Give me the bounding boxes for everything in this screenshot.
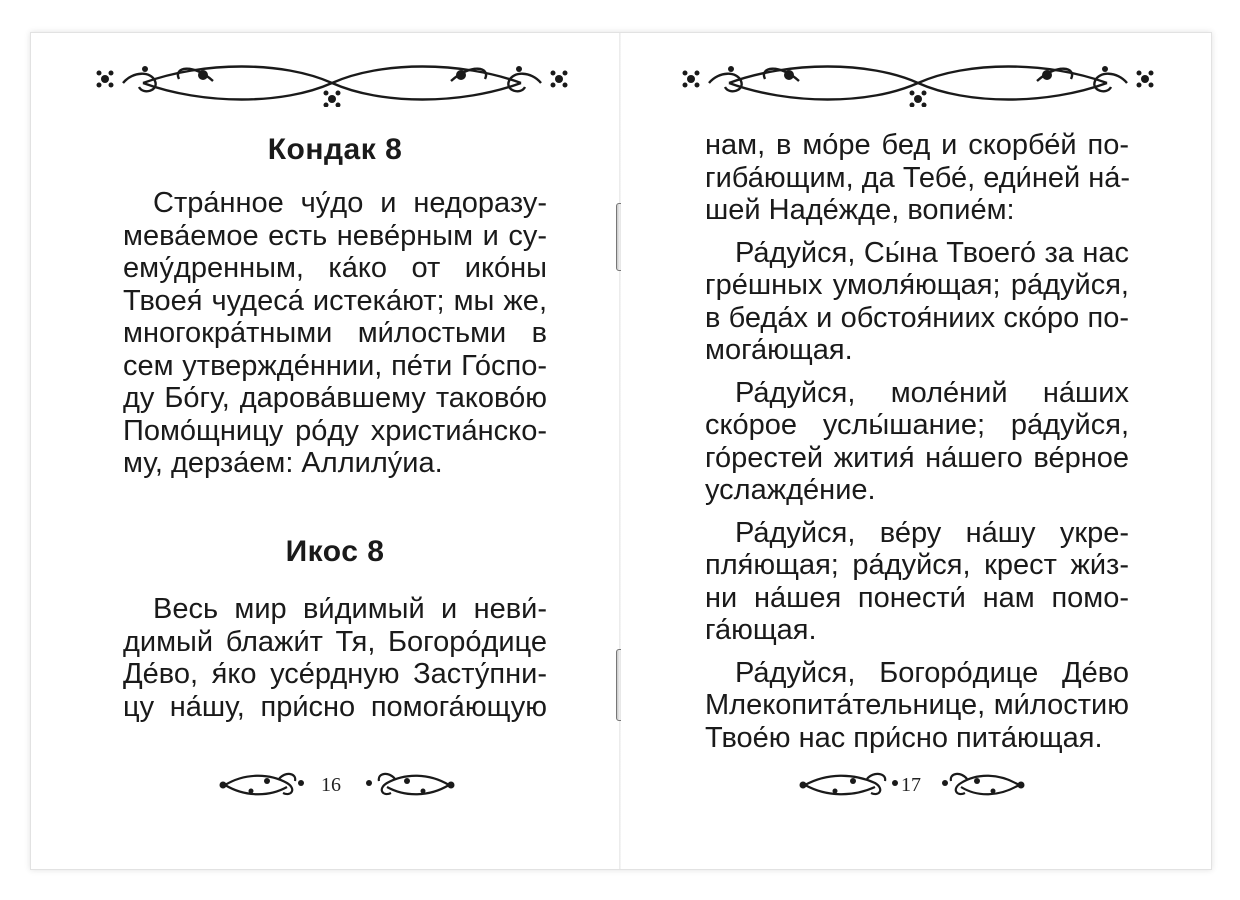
text-line: гре́шных умоля́ющая; ра́дуйся, bbox=[705, 269, 1129, 301]
text-line: Де́во, я́ко усе́рдную Засту́пни- bbox=[123, 658, 547, 690]
text-line: цу на́шу, при́сно помога́ющую bbox=[123, 690, 547, 723]
text-line: гиба́ющим, да Тебе́, еди́ней на́- bbox=[705, 161, 1131, 194]
paragraph bbox=[705, 237, 1129, 367]
text-line: го́рестей жития́ на́шего ве́рное bbox=[705, 441, 1129, 474]
text-line: сем утвержде́ннии, пе́ти Го́спо- bbox=[123, 349, 547, 382]
right-page bbox=[621, 33, 1211, 869]
paragraph bbox=[705, 517, 1129, 647]
kondak-section bbox=[123, 133, 547, 480]
text-line: в беда́х и обстоя́ниих ско́ро по- bbox=[705, 301, 1129, 334]
text-line: Твое́ю нас при́сно пита́ющая. bbox=[705, 721, 1103, 754]
left-page bbox=[31, 33, 621, 869]
text-line: ско́рое услы́шание; ра́дуйся, bbox=[705, 409, 1129, 441]
text-line: димый блажи́т Тя, Богоро́дице bbox=[123, 625, 547, 658]
footer-ornament-left-b bbox=[357, 769, 457, 801]
ikos-heading: Икос 8 bbox=[285, 535, 385, 568]
text-line: га́ющая. bbox=[705, 614, 817, 646]
text-line: Млекопита́тельнице, ми́лостию bbox=[705, 689, 1129, 721]
text-line: мога́ющая. bbox=[705, 334, 853, 366]
text-line: Стра́нное чу́до и недоразу- bbox=[153, 187, 547, 219]
ikos-text bbox=[123, 593, 547, 723]
page-number-left: 16 bbox=[321, 774, 341, 796]
kondak-heading: Кондак 8 bbox=[267, 133, 403, 166]
paragraph bbox=[705, 657, 1129, 755]
text-line: шей Наде́жде, вопие́м: bbox=[705, 194, 1015, 226]
kondak-text bbox=[123, 187, 547, 480]
ikos-continuation bbox=[705, 129, 1129, 754]
floral-vine-icon bbox=[679, 59, 1157, 107]
floral-scroll-icon bbox=[357, 769, 457, 801]
text-line: Ра́дуйся, Богоро́дице Де́во bbox=[735, 656, 1129, 689]
text-line: му, дерза́ем: Аллилу́иа. bbox=[123, 447, 443, 479]
floral-scroll-icon bbox=[937, 769, 1027, 801]
text-line: Ра́дуйся, моле́ний на́ших bbox=[735, 376, 1129, 409]
footer-ornament-right-b bbox=[937, 769, 1027, 801]
text-line: ему́дренным, ка́ко от ико́ны bbox=[123, 252, 547, 284]
text-line: услажде́ние. bbox=[705, 474, 876, 506]
text-line: Весь мир ви́димый и неви́- bbox=[153, 593, 547, 625]
floral-scroll-icon bbox=[217, 769, 307, 801]
ikos-section bbox=[123, 535, 547, 723]
text-line: Ра́дуйся, ве́ру на́шу укре- bbox=[735, 516, 1129, 549]
header-ornament-left bbox=[93, 59, 571, 107]
paragraph bbox=[705, 129, 1129, 227]
text-line: многокра́тными ми́лостьми в bbox=[123, 317, 547, 349]
open-booklet bbox=[30, 32, 1212, 870]
floral-vine-icon bbox=[93, 59, 571, 107]
header-ornament-right bbox=[679, 59, 1157, 107]
paragraph bbox=[705, 377, 1129, 507]
text-line: пля́ющая; ра́дуйся, крест жи́з- bbox=[705, 549, 1129, 581]
floral-scroll-icon bbox=[797, 769, 907, 801]
text-line: мева́емое есть неве́рным и су- bbox=[123, 219, 547, 252]
text-line: Помо́щницу ро́ду христиа́нско- bbox=[123, 414, 547, 447]
footer-ornament-right-a bbox=[797, 769, 907, 801]
text-line: нам, в мо́ре бед и скорбе́й по- bbox=[705, 129, 1129, 161]
text-line: ни на́шея понести́ нам помо- bbox=[705, 581, 1129, 614]
page-number-right: 17 bbox=[901, 774, 921, 796]
footer-ornament-left-a bbox=[217, 769, 307, 801]
text-line: Твоея́ чудеса́ истека́ют; мы же, bbox=[123, 284, 547, 317]
text-line: ду Бо́гу, дарова́вшему таково́ю bbox=[123, 382, 547, 414]
text-line: Ра́дуйся, Сы́на Твоего́ за нас bbox=[735, 236, 1129, 269]
